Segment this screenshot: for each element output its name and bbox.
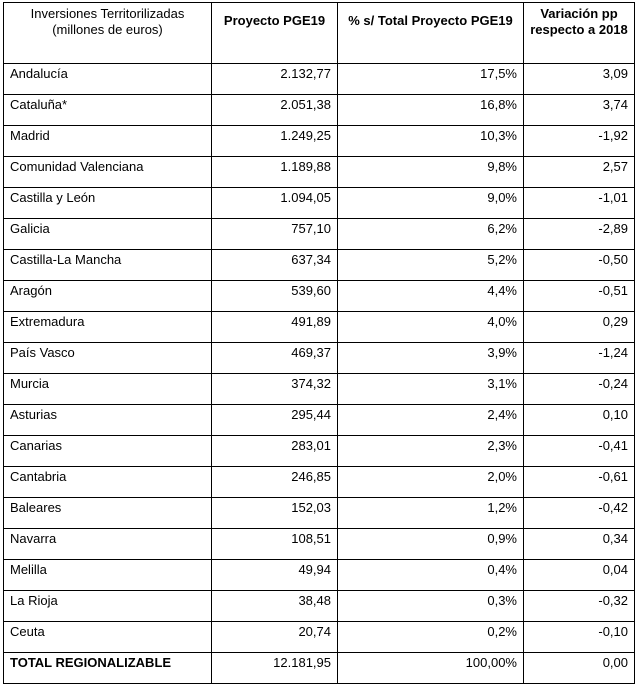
cell-region: Andalucía bbox=[4, 64, 212, 95]
cell-proyecto: 374,32 bbox=[212, 374, 338, 405]
cell-pct: 2,3% bbox=[338, 436, 524, 467]
header-region-line2: (millones de euros) bbox=[52, 22, 163, 37]
cell-region: Murcia bbox=[4, 374, 212, 405]
cell-proyecto: 295,44 bbox=[212, 405, 338, 436]
cell-proyecto: 757,10 bbox=[212, 219, 338, 250]
cell-variacion: -0,51 bbox=[524, 281, 635, 312]
cell-pct: 10,3% bbox=[338, 126, 524, 157]
cell-region: Baleares bbox=[4, 498, 212, 529]
cell-region: Melilla bbox=[4, 560, 212, 591]
cell-variacion: 2,57 bbox=[524, 157, 635, 188]
cell-variacion: 0,34 bbox=[524, 529, 635, 560]
cell-variacion: 3,09 bbox=[524, 64, 635, 95]
total-variacion: 0,00 bbox=[524, 653, 635, 684]
table-row bbox=[4, 343, 635, 374]
cell-proyecto: 539,60 bbox=[212, 281, 338, 312]
cell-proyecto: 469,37 bbox=[212, 343, 338, 374]
cell-variacion: 3,74 bbox=[524, 95, 635, 126]
cell-region: La Rioja bbox=[4, 591, 212, 622]
cell-region: Castilla y León bbox=[4, 188, 212, 219]
cell-region: Asturias bbox=[4, 405, 212, 436]
table-row bbox=[4, 560, 635, 591]
cell-pct: 0,3% bbox=[338, 591, 524, 622]
header-proyecto: Proyecto PGE19 bbox=[212, 3, 338, 64]
table-row bbox=[4, 405, 635, 436]
cell-region: Cantabria bbox=[4, 467, 212, 498]
table-row bbox=[4, 95, 635, 126]
cell-region: Navarra bbox=[4, 529, 212, 560]
cell-pct: 16,8% bbox=[338, 95, 524, 126]
cell-pct: 0,4% bbox=[338, 560, 524, 591]
table-row bbox=[4, 126, 635, 157]
cell-region: Extremadura bbox=[4, 312, 212, 343]
total-proyecto: 12.181,95 bbox=[212, 653, 338, 684]
cell-variacion: -0,61 bbox=[524, 467, 635, 498]
cell-pct: 3,1% bbox=[338, 374, 524, 405]
cell-pct: 6,2% bbox=[338, 219, 524, 250]
cell-proyecto: 283,01 bbox=[212, 436, 338, 467]
header-variacion-line1: Variación pp bbox=[540, 6, 618, 21]
cell-variacion: -1,92 bbox=[524, 126, 635, 157]
table-row bbox=[4, 436, 635, 467]
cell-variacion: -1,24 bbox=[524, 343, 635, 374]
cell-region: Madrid bbox=[4, 126, 212, 157]
cell-proyecto: 1.189,88 bbox=[212, 157, 338, 188]
header-row bbox=[4, 3, 635, 64]
table-row bbox=[4, 281, 635, 312]
cell-pct: 9,8% bbox=[338, 157, 524, 188]
cell-pct: 1,2% bbox=[338, 498, 524, 529]
cell-pct: 0,2% bbox=[338, 622, 524, 653]
cell-pct: 5,2% bbox=[338, 250, 524, 281]
header-region bbox=[4, 3, 212, 64]
cell-pct: 2,4% bbox=[338, 405, 524, 436]
cell-region: Galicia bbox=[4, 219, 212, 250]
header-variacion-line2: respecto a 2018 bbox=[530, 22, 628, 37]
table-row bbox=[4, 312, 635, 343]
cell-pct: 2,0% bbox=[338, 467, 524, 498]
cell-proyecto: 38,48 bbox=[212, 591, 338, 622]
cell-proyecto: 152,03 bbox=[212, 498, 338, 529]
cell-variacion: -0,32 bbox=[524, 591, 635, 622]
table-row bbox=[4, 250, 635, 281]
cell-region: Cataluña* bbox=[4, 95, 212, 126]
header-region-line1: Inversiones Territorilizadas bbox=[30, 6, 185, 21]
table-row bbox=[4, 622, 635, 653]
cell-proyecto: 49,94 bbox=[212, 560, 338, 591]
table-row bbox=[4, 219, 635, 250]
table-row bbox=[4, 374, 635, 405]
table-row bbox=[4, 591, 635, 622]
cell-pct: 4,0% bbox=[338, 312, 524, 343]
cell-region: País Vasco bbox=[4, 343, 212, 374]
cell-variacion: -0,50 bbox=[524, 250, 635, 281]
cell-proyecto: 108,51 bbox=[212, 529, 338, 560]
cell-region: Canarias bbox=[4, 436, 212, 467]
cell-proyecto: 246,85 bbox=[212, 467, 338, 498]
cell-pct: 17,5% bbox=[338, 64, 524, 95]
header-pct-total: % s/ Total Proyecto PGE19 bbox=[338, 3, 524, 64]
table-row bbox=[4, 188, 635, 219]
cell-proyecto: 491,89 bbox=[212, 312, 338, 343]
inversiones-table bbox=[3, 2, 635, 684]
cell-variacion: -0,24 bbox=[524, 374, 635, 405]
cell-variacion: -0,10 bbox=[524, 622, 635, 653]
cell-variacion: -2,89 bbox=[524, 219, 635, 250]
table-row bbox=[4, 467, 635, 498]
cell-region: Ceuta bbox=[4, 622, 212, 653]
cell-proyecto: 2.132,77 bbox=[212, 64, 338, 95]
cell-proyecto: 637,34 bbox=[212, 250, 338, 281]
header-variacion bbox=[524, 3, 635, 64]
cell-pct: 4,4% bbox=[338, 281, 524, 312]
cell-pct: 0,9% bbox=[338, 529, 524, 560]
cell-proyecto: 1.249,25 bbox=[212, 126, 338, 157]
cell-proyecto: 1.094,05 bbox=[212, 188, 338, 219]
cell-pct: 3,9% bbox=[338, 343, 524, 374]
table-row bbox=[4, 498, 635, 529]
cell-region: Aragón bbox=[4, 281, 212, 312]
cell-variacion: 0,04 bbox=[524, 560, 635, 591]
total-label: TOTAL REGIONALIZABLE bbox=[4, 653, 212, 684]
table-row bbox=[4, 64, 635, 95]
cell-variacion: -1,01 bbox=[524, 188, 635, 219]
cell-pct: 9,0% bbox=[338, 188, 524, 219]
total-row bbox=[4, 653, 635, 684]
table-row bbox=[4, 529, 635, 560]
table-row bbox=[4, 157, 635, 188]
cell-region: Comunidad Valenciana bbox=[4, 157, 212, 188]
cell-variacion: -0,41 bbox=[524, 436, 635, 467]
cell-variacion: -0,42 bbox=[524, 498, 635, 529]
cell-region: Castilla-La Mancha bbox=[4, 250, 212, 281]
cell-proyecto: 20,74 bbox=[212, 622, 338, 653]
cell-variacion: 0,29 bbox=[524, 312, 635, 343]
cell-proyecto: 2.051,38 bbox=[212, 95, 338, 126]
cell-variacion: 0,10 bbox=[524, 405, 635, 436]
total-pct: 100,00% bbox=[338, 653, 524, 684]
